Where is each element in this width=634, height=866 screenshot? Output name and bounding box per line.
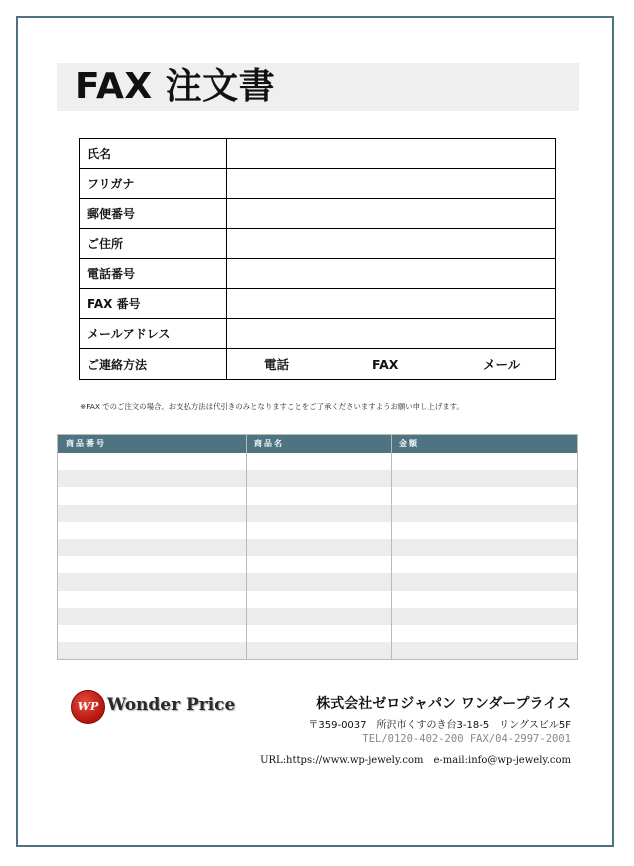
field-label: 郵便番号 bbox=[80, 199, 227, 229]
logo-mark-text: WP bbox=[77, 700, 99, 713]
order-row[interactable] bbox=[58, 453, 577, 470]
order-row[interactable] bbox=[58, 642, 577, 659]
company-name: 株式会社ゼロジャパン ワンダープライス bbox=[316, 696, 571, 712]
contact-option-phone[interactable]: 電話 bbox=[264, 357, 290, 372]
info-row bbox=[80, 289, 556, 319]
order-row[interactable] bbox=[58, 487, 577, 504]
title-bar bbox=[57, 63, 579, 111]
contact-method-options bbox=[227, 349, 556, 380]
order-table-header bbox=[58, 435, 577, 453]
contact-method-label: ご連絡方法 bbox=[80, 349, 227, 380]
header-amount: 金額 bbox=[399, 439, 419, 448]
order-row[interactable] bbox=[58, 505, 577, 522]
field-label: 電話番号 bbox=[80, 259, 227, 289]
contact-option-fax[interactable]: FAX bbox=[372, 356, 399, 372]
field-label: 氏名 bbox=[80, 139, 227, 169]
field-label: ご住所 bbox=[80, 229, 227, 259]
column-divider bbox=[246, 435, 247, 659]
fax-payment-note: ※FAX でのご注文の場合、お支払方法は代引きのみとなりますことをご了承くださいますようお願い申し上げます。 bbox=[80, 402, 464, 411]
order-row[interactable] bbox=[58, 591, 577, 608]
contact-option-email[interactable]: メール bbox=[483, 357, 521, 372]
order-row[interactable] bbox=[58, 539, 577, 556]
column-divider bbox=[391, 435, 392, 659]
order-row[interactable] bbox=[58, 556, 577, 573]
field-input[interactable] bbox=[227, 259, 556, 289]
field-label: メールアドレス bbox=[80, 319, 227, 349]
info-row bbox=[80, 139, 556, 169]
field-input[interactable] bbox=[227, 229, 556, 259]
info-row bbox=[80, 259, 556, 289]
logo-wordmark: Wonder Price bbox=[107, 695, 236, 715]
field-label: FAX 番号 bbox=[80, 289, 227, 319]
order-row[interactable] bbox=[58, 522, 577, 539]
page-title: FAX 注文書 bbox=[75, 66, 276, 107]
order-row[interactable] bbox=[58, 470, 577, 487]
company-address: 〒359-0037 所沢市くすのき台3-18-5 リングスビル5F bbox=[308, 720, 571, 731]
order-table bbox=[57, 434, 578, 660]
order-rows bbox=[58, 453, 577, 659]
header-product-name: 商品名 bbox=[254, 439, 284, 448]
customer-info-table bbox=[79, 138, 556, 380]
field-input[interactable] bbox=[227, 319, 556, 349]
wp-logo-mark bbox=[71, 690, 105, 724]
field-input[interactable] bbox=[227, 169, 556, 199]
header-product-number: 商品番号 bbox=[66, 439, 106, 448]
order-row[interactable] bbox=[58, 625, 577, 642]
info-row bbox=[80, 229, 556, 259]
field-input[interactable] bbox=[227, 199, 556, 229]
info-row bbox=[80, 199, 556, 229]
contact-method-row bbox=[80, 349, 556, 380]
company-tel-fax: TEL/0120-402-200 FAX/04-2997-2001 bbox=[362, 733, 571, 745]
company-url-email: URL:https://www.wp-jewely.com e-mail:info@wp-jewely.com bbox=[260, 755, 571, 766]
order-row[interactable] bbox=[58, 573, 577, 590]
field-label: フリガナ bbox=[80, 169, 227, 199]
info-row bbox=[80, 319, 556, 349]
order-row[interactable] bbox=[58, 608, 577, 625]
info-row bbox=[80, 169, 556, 199]
field-input[interactable] bbox=[227, 289, 556, 319]
field-input[interactable] bbox=[227, 139, 556, 169]
